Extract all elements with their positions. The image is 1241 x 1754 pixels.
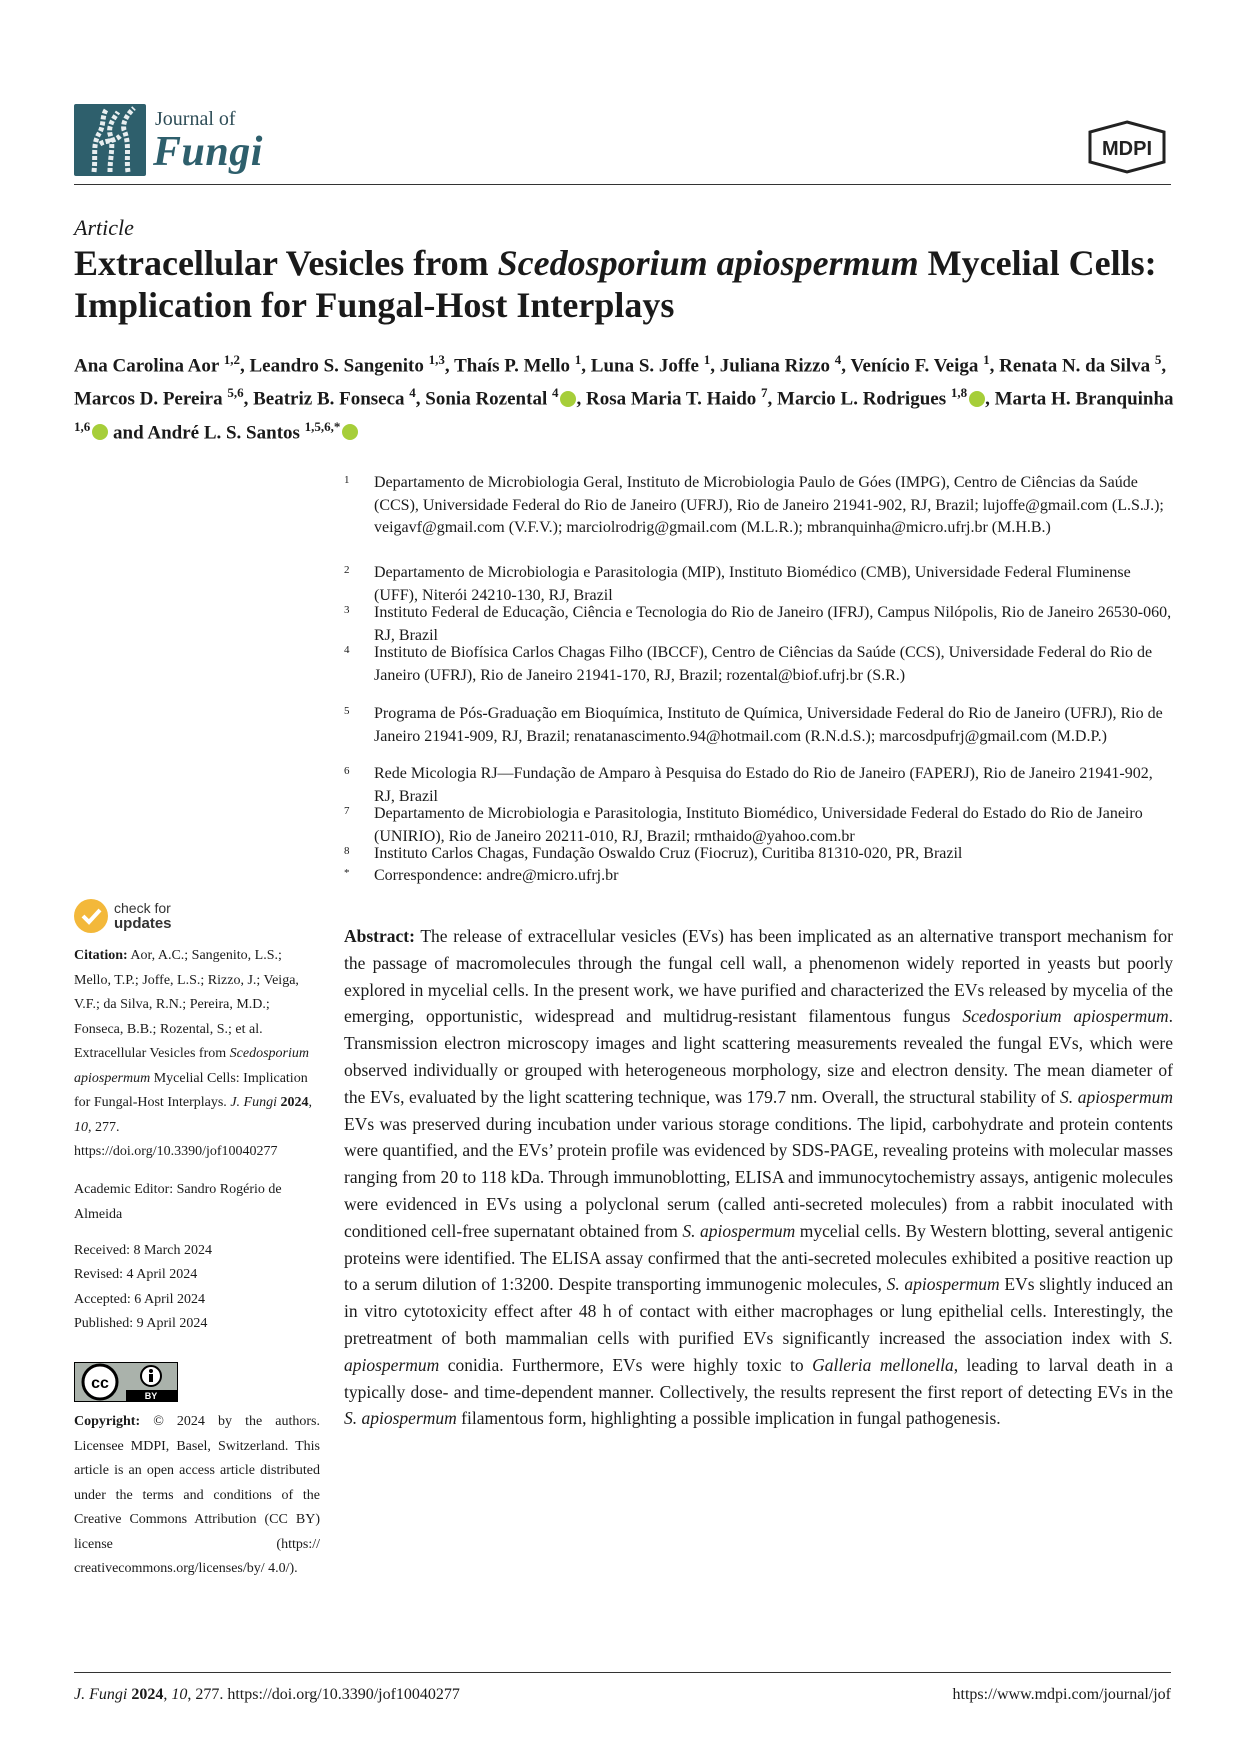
citation-doi-link[interactable]: https://doi.org/10.3390/jof10040277 — [74, 1144, 278, 1159]
abstract-segment: S. apiospermum — [682, 1220, 796, 1241]
affiliation-number: 4 — [344, 644, 350, 656]
author-affiliation-marker: 1,6 — [74, 418, 91, 434]
abstract-segment: S. apiospermum — [886, 1274, 1000, 1295]
author-name: Rosa Maria T. Haido — [585, 388, 757, 410]
author-name: Thaís P. Mello — [454, 355, 571, 377]
affiliation-text: Rede Micologia RJ—Fundação de Amparo à Pesquisa do Estado do Rio de Janeiro (FAPERJ), Rio de Janeiro 21941-902, RJ, Brazil — [374, 765, 1153, 805]
abstract-segment: S. apiospermum — [1060, 1086, 1174, 1107]
footer-journal-url[interactable]: https://www.mdpi.com/journal/jof — [952, 1686, 1171, 1703]
abstract-segment: Galleria mellonella — [812, 1354, 954, 1375]
author-affiliation-marker: 4 — [409, 385, 416, 401]
author-separator: , — [581, 355, 591, 377]
author-name: Marcio L. Rodrigues — [777, 388, 947, 410]
author-name: Luna S. Joffe — [590, 355, 699, 377]
cc-by-license-icon[interactable] — [74, 1362, 178, 1402]
accepted-date: Accepted: 6 April 2024 — [74, 1292, 206, 1307]
abstract-segment: , leading to larval death in a typically dose- and time-dependent manner. Collectively, the results represent the first report of detecting EVs in the — [344, 1354, 1173, 1402]
author-affiliation-marker: 4 — [551, 385, 559, 401]
published-date: Published: 9 April 2024 — [74, 1316, 208, 1331]
orcid-icon[interactable] — [560, 391, 576, 407]
revised-date: Revised: 4 April 2024 — [74, 1267, 198, 1282]
author-separator: , — [444, 355, 455, 377]
citation-text-1: Aor, A.C.; Sangenito, L.S.; Mello, T.P.; Joffe, L.S.; Rizzo, J.; Veiga, V.F.; da Silva, R.N.; Pereira, M.D.; Fonseca, B.B.; Rozental, S.; et al. Extracellular Vesicles from — [74, 948, 299, 1061]
affiliation-text: Programa de Pós-Graduação em Bioquímica, Instituto de Química, Universidade Federal do Rio de Janeiro (UFRJ), Rio de Janeiro 21941-909, RJ, Brazil; renatanascimento.94@hotmail.com (R.N.d.S.); marcosdpufrj@gmail.com (M.D.P.) — [374, 705, 1163, 745]
abstract-segment: EVs slightly induced an in vitro cytotoxicity effect after 48 h of contact with either macrophages or lung epithelial cells. Interestingly, the pretreatment of both mammalian cells with purified EVs significantly increased the association index with — [344, 1274, 1174, 1348]
citation-species: Scedosporium apiospermum — [74, 1046, 309, 1086]
author-list — [74, 346, 1174, 446]
author-affiliation-marker: 1,8 — [950, 385, 968, 401]
copyright-label: Copyright: — [74, 1414, 141, 1429]
abstract-segment: S. apiospermum — [344, 1408, 457, 1429]
affiliation-text: Instituto Carlos Chagas, Fundação Oswaldo Cruz (Fiocruz), Curitiba 81310-020, PR, Brazil — [374, 845, 963, 862]
author-name: Ana Carolina Aor — [74, 355, 219, 377]
copyright-block — [74, 1410, 320, 1582]
paper-title — [74, 242, 1174, 326]
author-name: Leandro S. Sangenito — [249, 355, 424, 377]
author-name: Marcos D. Pereira — [74, 388, 223, 410]
footer-volume: 10 — [171, 1686, 188, 1703]
author-separator: , — [985, 388, 995, 410]
footer-journal: J. Fungi — [74, 1686, 128, 1703]
affiliation-text: Departamento de Microbiologia e Parasitologia, Instituto Biomédico, Universidade Federal do Estado do Rio de Janeiro (UNIRIO), Rio de Janeiro 20211-010, RJ, Brazil; rmthaido@yahoo.com.br — [374, 805, 1143, 845]
author-affiliation-marker: 1 — [574, 352, 582, 367]
author-affiliation-marker: 5,6 — [227, 385, 244, 401]
affiliation-number: 5 — [344, 705, 350, 717]
author-affiliation-marker: 1,5,6,* — [304, 418, 341, 434]
svg-text:cc: cc — [91, 1375, 109, 1392]
author-name: Marta H. Branquinha — [994, 388, 1174, 410]
mdpi-logo-icon — [1084, 118, 1170, 176]
affiliation-number: 6 — [344, 765, 350, 777]
citation-text-2: Mycelial Cells: Implication for Fungal-Host Interplays. — [74, 1070, 308, 1110]
citation-journal: J. Fungi — [230, 1095, 277, 1110]
author-separator: , — [576, 388, 586, 410]
affiliation-number: 7 — [344, 805, 350, 817]
abstract-segment: conidia. Furthermore, EVs were highly toxic to — [439, 1354, 813, 1375]
author-separator: , — [767, 388, 778, 410]
author-affiliation-marker: 1,3 — [428, 352, 445, 367]
check-for-updates-icon[interactable] — [74, 899, 108, 933]
author-name: André L. S. Santos — [147, 421, 300, 443]
orcid-icon[interactable] — [342, 424, 358, 440]
orcid-icon[interactable] — [92, 424, 108, 440]
affiliation-text: Correspondence: andre@micro.ufrj.br — [374, 867, 619, 884]
citation-volume: 10 — [74, 1119, 88, 1135]
abstract-segment: S. apiospermum — [344, 1327, 1173, 1375]
author-separator: , — [415, 388, 426, 410]
title-part: Extracellular Vesicles from — [74, 243, 498, 283]
author-separator: , — [1161, 355, 1167, 377]
author-affiliation-marker: 4 — [834, 352, 842, 367]
author-name: Beatriz B. Fonseca — [253, 388, 405, 410]
check-for-updates-line1[interactable]: check for — [114, 900, 171, 916]
affiliation-number: 3 — [344, 604, 350, 616]
affiliation-number: 8 — [344, 845, 350, 857]
author-name: Juliana Rizzo — [719, 355, 831, 377]
abstract-segment: Scedosporium apiospermum — [962, 1006, 1169, 1027]
author-separator: , — [240, 355, 250, 377]
abstract-segment: EVs was preserved during incubation under various storage conditions. The lipid, carbohydrate and protein contents were quantified, and the EVs’ protein profile was evidenced by SDS-PAGE, revealing proteins with molecular masses ranging from 20 to 118 kDa. Through immunoblotting, ELISA and immunocytochemistry assays, antigenic molecules were evidenced in EVs using a polyclonal serum (called anti-secreted molecules) from a rabbit inoculated with conditioned cell-free supernatant obtained from — [344, 1113, 1173, 1241]
copyright-text: © 2024 by the authors. Licensee MDPI, Basel, Switzerland. This article is an open access article distributed under the terms and conditions of the Creative Commons Attribution (CC BY) license (https:// creativecommons.org/licenses/by/ 4.0/). — [74, 1414, 320, 1576]
affiliation-text: Departamento de Microbiologia e Parasitologia (MIP), Instituto Biomédico (CMB), Universidade Federal Fluminense (UFF), Niterói 24210-130, RJ, Brazil — [374, 564, 1131, 604]
author-separator: and — [108, 421, 148, 443]
title-part: Mycelial Cells: Implication for Fungal-Host Interplays — [74, 243, 1157, 325]
header-rule — [74, 184, 1171, 185]
journal-logo-icon — [74, 104, 146, 176]
footer-rule — [74, 1672, 1171, 1673]
author-separator: , — [710, 355, 720, 377]
footer-doi-link[interactable]: , 277. https://doi.org/10.3390/jof10040277 — [187, 1686, 460, 1703]
abstract-segment: filamentous form, highlighting a possible implication in fungal pathogenesis. — [456, 1408, 1001, 1429]
author-affiliation-marker: 1 — [983, 352, 990, 367]
author-name: Venício F. Veiga — [850, 355, 979, 377]
academic-editor: Academic Editor: Sandro Rogério de Almeida — [74, 1182, 282, 1222]
footer-citation: J. Fungi 2024, 10, 277. https://doi.org/10.3390/jof10040277 — [74, 1686, 460, 1703]
title-part: Scedosporium apiospermum — [497, 243, 919, 283]
orcid-icon[interactable] — [969, 391, 985, 407]
citation-year: 2024 — [280, 1095, 309, 1110]
affiliation-number: * — [344, 867, 350, 879]
publisher-name: MDPI — [1102, 138, 1152, 160]
abstract-segment: The release of extracellular vesicles (EVs) has been implicated as an alternative transport mechanism for the passage of macromolecules through the fungal cell wall, a phenomenon widely reported in yeasts but poorly explored in mycelial cells. In the present work, we have purified and characterized the EVs released by mycelia of the emerging, opportunistic, widespread and multidrug-resistant filamentous fungus — [344, 926, 1173, 1027]
author-separator: , — [841, 355, 851, 377]
affiliation-text: Instituto de Biofísica Carlos Chagas Filho (IBCCF), Centro de Ciências da Saúde (CCS), Universidade Federal do Rio de Janeiro (UFRJ), Rio de Janeiro 21941-170, RJ, Brazil; rozental@biof.ufrj.br (S.R.) — [374, 644, 1153, 684]
affiliation-number: 1 — [344, 474, 350, 486]
footer-year: 2024 — [131, 1686, 164, 1703]
abstract-label: Abstract: — [344, 926, 415, 946]
author-affiliation-marker: 1 — [703, 352, 711, 367]
abstract-segment: . Transmission electron microscopy images and light scattering measurements revealed the fungal EVs, which were observed individually or grouped with heterogeneous morphology, size and electron density. The mean diameter of the EVs, evaluated by the light scattering technique, was 179.7 nm. Overall, the structural stability of — [344, 1006, 1173, 1107]
check-for-updates-line2[interactable]: updates — [114, 915, 172, 932]
author-affiliation-marker: 7 — [761, 385, 768, 401]
cc-by-label: BY — [144, 1391, 158, 1401]
citation-block: Citation: Aor, A.C.; Sangenito, L.S.; Mello, T.P.; Joffe, L.S.; Rizzo, J.; Veiga, V.F.; da Silva, R.N.; Pereira, M.D.; Fonseca, B.B.; Rozental, S.; et al. Extracellular Vesicles from Scedosporium apiospermum Mycelial Cells: Implication for Fungal-Host Interplays. J. Fungi 2024, 10, 277. https://doi.org/10.3390/jof10040277 — [74, 948, 312, 1159]
author-name: Renata N. da Silva — [999, 355, 1151, 377]
journal-name-line1: Journal of — [155, 108, 236, 130]
abstract-segment: mycelial cells. By Western blotting, several antigenic proteins were identified. The ELISA assay confirmed that the anti-secreted molecules exhibited a positive reaction up to a serum dilution of 1:3200. Despite transporting immunogenic molecules, — [344, 1220, 1173, 1295]
author-affiliation-marker: 5 — [1154, 352, 1162, 367]
affiliation-text: Instituto Federal de Educação, Ciência e Tecnologia do Rio de Janeiro (IFRJ), Campus Nilópolis, Rio de Janeiro 26530-060, RJ, Brazil — [374, 604, 1172, 644]
author-separator: , — [989, 355, 1000, 377]
citation-label: Citation: — [74, 948, 128, 963]
affiliation-text: Departamento de Microbiologia Geral, Instituto de Microbiologia Paulo de Góes (IMPG), Centro de Ciências da Saúde (CCS), Universidade Federal do Rio de Janeiro (UFRJ), Rio de Janeiro 21941-902, RJ, Brazil; lujoffe@gmail.com (L.S.J.); veigavf@gmail.com (V.F.V.); marciolrodrig@gmail.com (M.L.R.); mbranquinha@micro.ufrj.br (M.H.B.) — [374, 474, 1164, 536]
article-type: Article — [74, 215, 134, 240]
author-separator: , — [243, 388, 254, 410]
abstract — [344, 923, 1173, 1432]
citation-pages: , 277. — [88, 1119, 120, 1135]
author-affiliation-marker: 1,2 — [223, 352, 240, 367]
affiliation-number: 2 — [344, 564, 350, 576]
author-name: Sonia Rozental — [425, 388, 548, 410]
received-date: Received: 8 March 2024 — [74, 1243, 213, 1258]
journal-name-line2: Fungi — [153, 129, 263, 175]
